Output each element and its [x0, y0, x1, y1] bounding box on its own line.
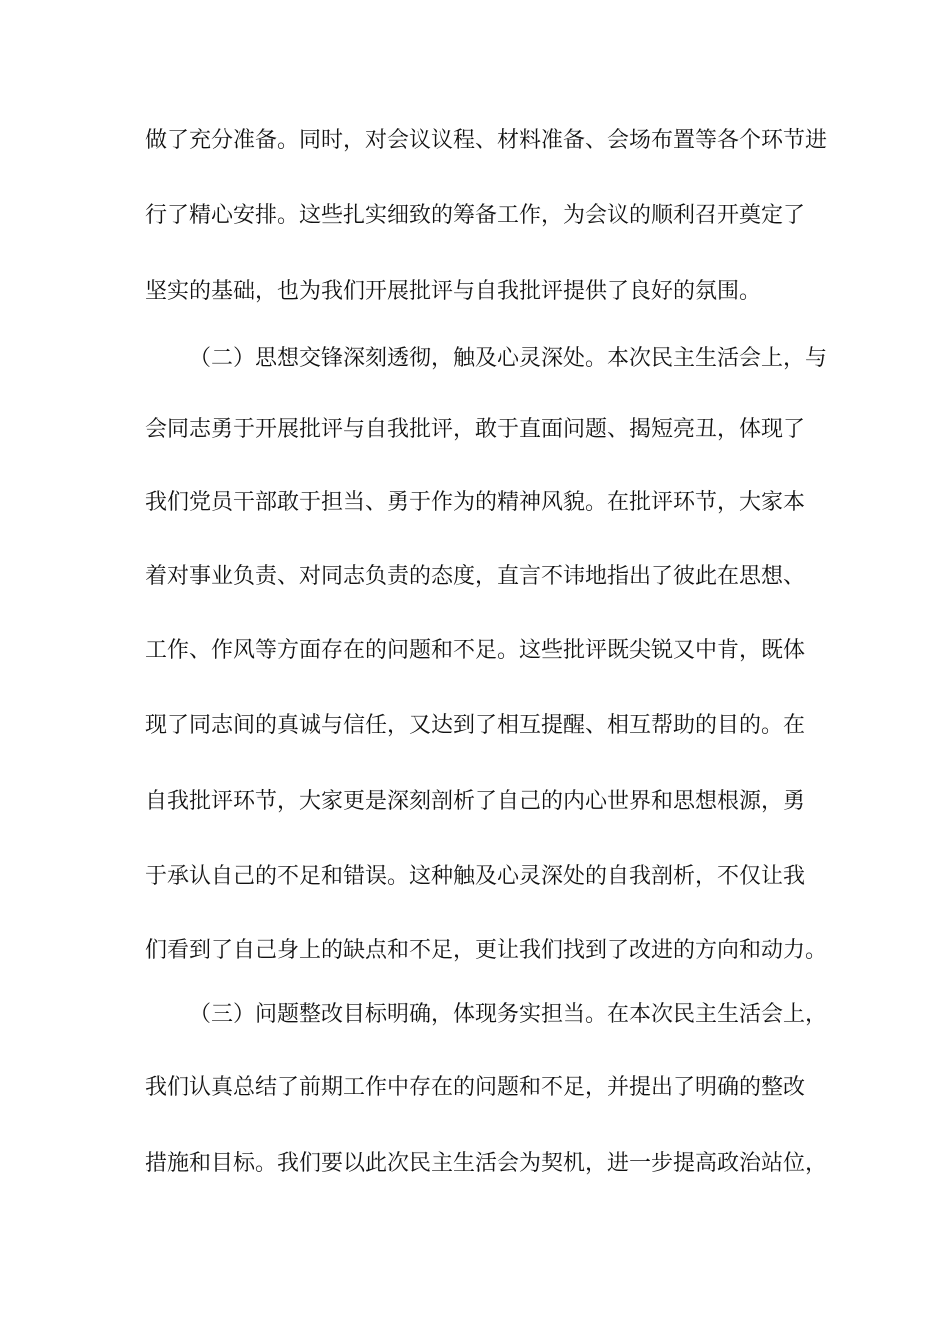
text-line: 现了同志间的真诚与信任，又达到了相互提醒、相互帮助的目的。在	[145, 713, 806, 738]
text-line: 工作、作风等方面存在的问题和不足。这些批评既尖锐又中肯，既体	[145, 638, 806, 663]
text-line: 做了充分准备。同时，对会议议程、材料准备、会场布置等各个环节进	[145, 128, 828, 153]
text-line: 们看到了自己身上的缺点和不足，更让我们找到了改进的方向和动力。	[145, 938, 828, 963]
text-line: 会同志勇于开展批评与自我批评，敢于直面问题、揭短亮丑，体现了	[145, 417, 806, 442]
text-line: 行了精心安排。这些扎实细致的筹备工作，为会议的顺利召开奠定了	[145, 203, 806, 228]
text-line: 着对事业负责、对同志负责的态度，直言不讳地指出了彼此在思想、	[145, 564, 806, 589]
text-line: 措施和目标。我们要以此次民主生活会为契机，进一步提高政治站位，	[145, 1151, 828, 1176]
text-line: 于承认自己的不足和错误。这种触及心灵深处的自我剖析，不仅让我	[145, 864, 806, 889]
text-line: 自我批评环节，大家更是深刻剖析了自己的内心世界和思想根源，勇	[145, 789, 806, 814]
section-heading-line: （二）思想交锋深刻透彻，触及心灵深处。本次民主生活会上，与	[189, 346, 828, 371]
section-heading-line: （三）问题整改目标明确，体现务实担当。在本次民主生活会上，	[189, 1002, 828, 1027]
text-line: 我们认真总结了前期工作中存在的问题和不足，并提出了明确的整改	[145, 1075, 806, 1100]
text-line: 我们党员干部敢于担当、勇于作为的精神风貌。在批评环节，大家本	[145, 490, 806, 515]
text-line: 坚实的基础，也为我们开展批评与自我批评提供了良好的氛围。	[145, 279, 762, 304]
